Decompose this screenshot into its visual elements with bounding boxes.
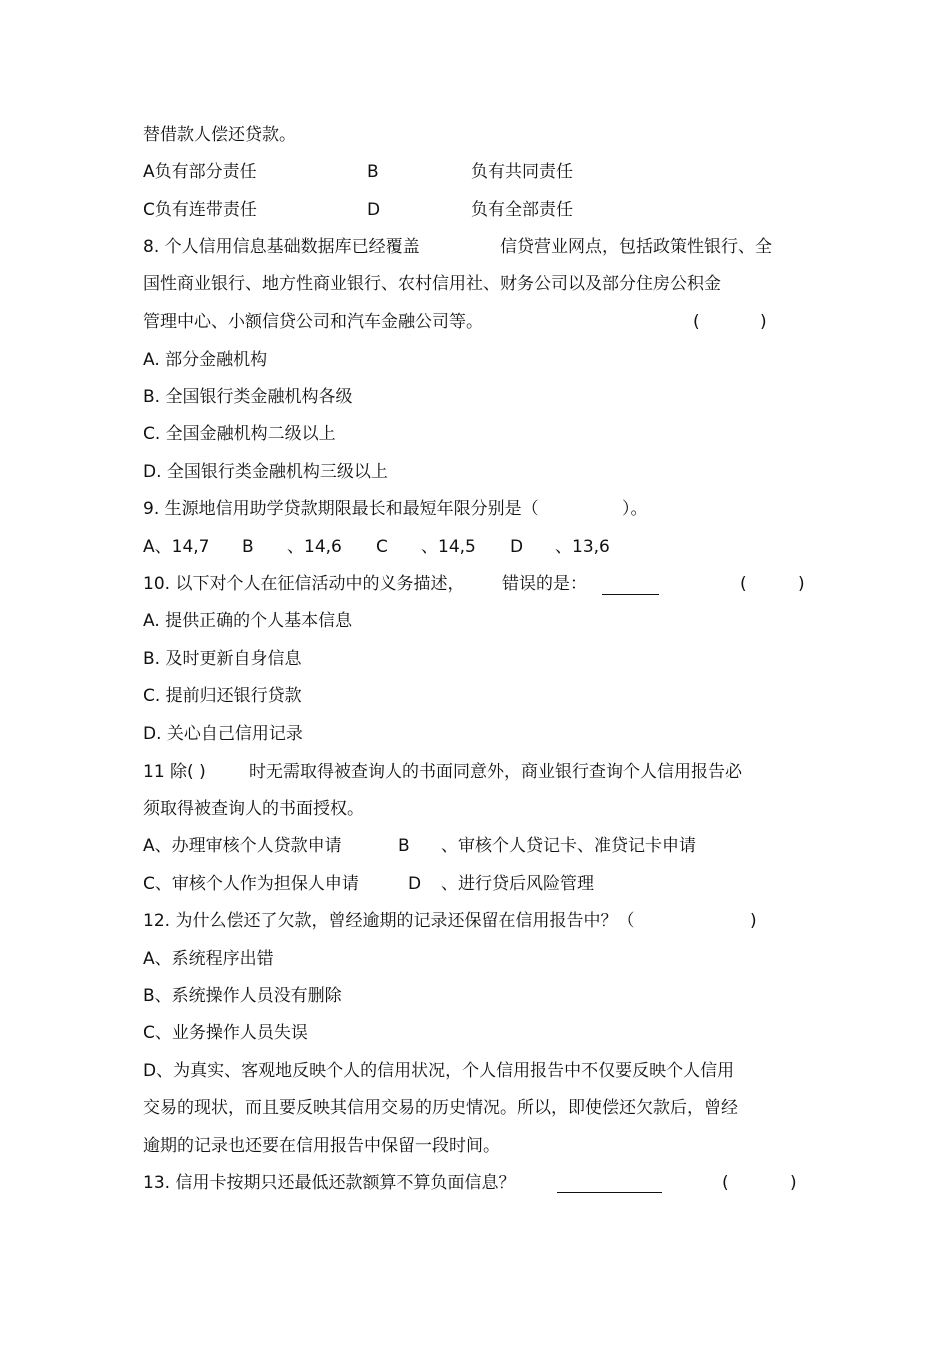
q11-option-b-letter: B [398,836,410,856]
q7-option-b-letter: B [367,162,379,182]
q8-option-c: C. 全国金融机构二级以上 [143,424,336,444]
q10-paren-right: ) [798,574,805,594]
q10-question-b: 错误的是： [502,574,587,594]
q10-option-a: A. 提供正确的个人基本信息 [143,611,353,631]
q8-option-b: B. 全国银行类金融机构各级 [143,387,353,407]
q10-option-b: B. 及时更新自身信息 [143,649,302,669]
q7-option-c: C负有连带责任 [143,200,257,220]
q8-line-2: 国性商业银行、地方性商业银行、农村信用社、财务公司以及部分住房公积金 [143,274,721,294]
q12-option-d-line-2: 交易的现状，而且要反映其信用交易的历史情况。所以，即使偿还欠款后，曾经 [143,1098,738,1118]
q9-question-b: ）。 [622,499,648,519]
q13-answer-blank [557,1192,662,1193]
q13-question: 13. 信用卡按期只还最低还款额算不算负面信息？ [143,1173,516,1193]
q11-line-2: 须取得被查询人的书面授权。 [143,799,364,819]
q7-option-a: A负有部分责任 [143,162,257,182]
q9-option-b-letter: B [242,537,254,557]
q7-option-b: 负有共同责任 [471,162,573,182]
q9-option-c-letter: C [376,537,388,557]
q12-option-d-line-3: 逾期的记录也还要在信用报告中保留一段时间。 [143,1136,500,1156]
q8-option-a: A. 部分金融机构 [143,350,268,370]
q11-option-d-letter: D [408,874,422,894]
q10-answer-blank [602,594,659,595]
q13-paren-right: ) [790,1173,797,1193]
q9-option-d-letter: D [510,537,524,557]
q9-question-a: 9. 生源地信用助学贷款期限最长和最短年限分别是（ [143,499,539,519]
q11-option-d: 、进行贷后风险管理 [441,874,594,894]
q11-line-1b: 时无需取得被查询人的书面同意外，商业银行查询个人信用报告必 [249,762,742,782]
q7-option-d: 负有全部责任 [471,200,573,220]
q8-line-1a: 8. 个人信用信息基础数据库已经覆盖 [143,237,420,257]
q11-line-1a: 11 除( ) [143,762,206,782]
q8-paren-left: ( [693,312,700,332]
q8-paren-right: ) [760,312,767,332]
q8-option-d: D. 全国银行类金融机构三级以上 [143,462,388,482]
q10-option-c: C. 提前归还银行贷款 [143,686,302,706]
q12-option-d-line-1: D、为真实、客观地反映个人的信用状况，个人信用报告中不仅要反映个人信用 [143,1061,735,1081]
text-line: 替借款人偿还贷款。 [143,125,296,145]
q9-option-b: 、14,6 [287,537,342,557]
q10-question-a: 10. 以下对个人在征信活动中的义务描述， [143,574,465,594]
q9-option-d: 、13,6 [555,537,610,557]
q8-line-1b: 信贷营业网点，包括政策性银行、全 [500,237,772,257]
q12-option-a: A、系统程序出错 [143,949,274,969]
q9-option-c: 、14,5 [421,537,476,557]
q9-option-a: A、14,7 [143,537,210,557]
q12-question: 12. 为什么偿还了欠款，曾经逾期的记录还保留在信用报告中？（ [143,911,635,931]
q11-option-c: C、审核个人作为担保人申请 [143,874,359,894]
q8-line-3: 管理中心、小额信贷公司和汽车金融公司等。 [143,312,483,332]
q13-paren-left: ( [722,1173,729,1193]
q10-option-d: D. 关心自己信用记录 [143,724,303,744]
q7-option-d-letter: D [367,200,381,220]
q10-paren-left: ( [740,574,747,594]
q12-option-c: C、业务操作人员失误 [143,1023,308,1043]
q12-option-b: B、系统操作人员没有删除 [143,986,342,1006]
q11-option-a: A、办理审核个人贷款申请 [143,836,342,856]
q12-paren-right: ) [750,911,757,931]
q11-option-b: 、审核个人贷记卡、准贷记卡申请 [441,836,696,856]
